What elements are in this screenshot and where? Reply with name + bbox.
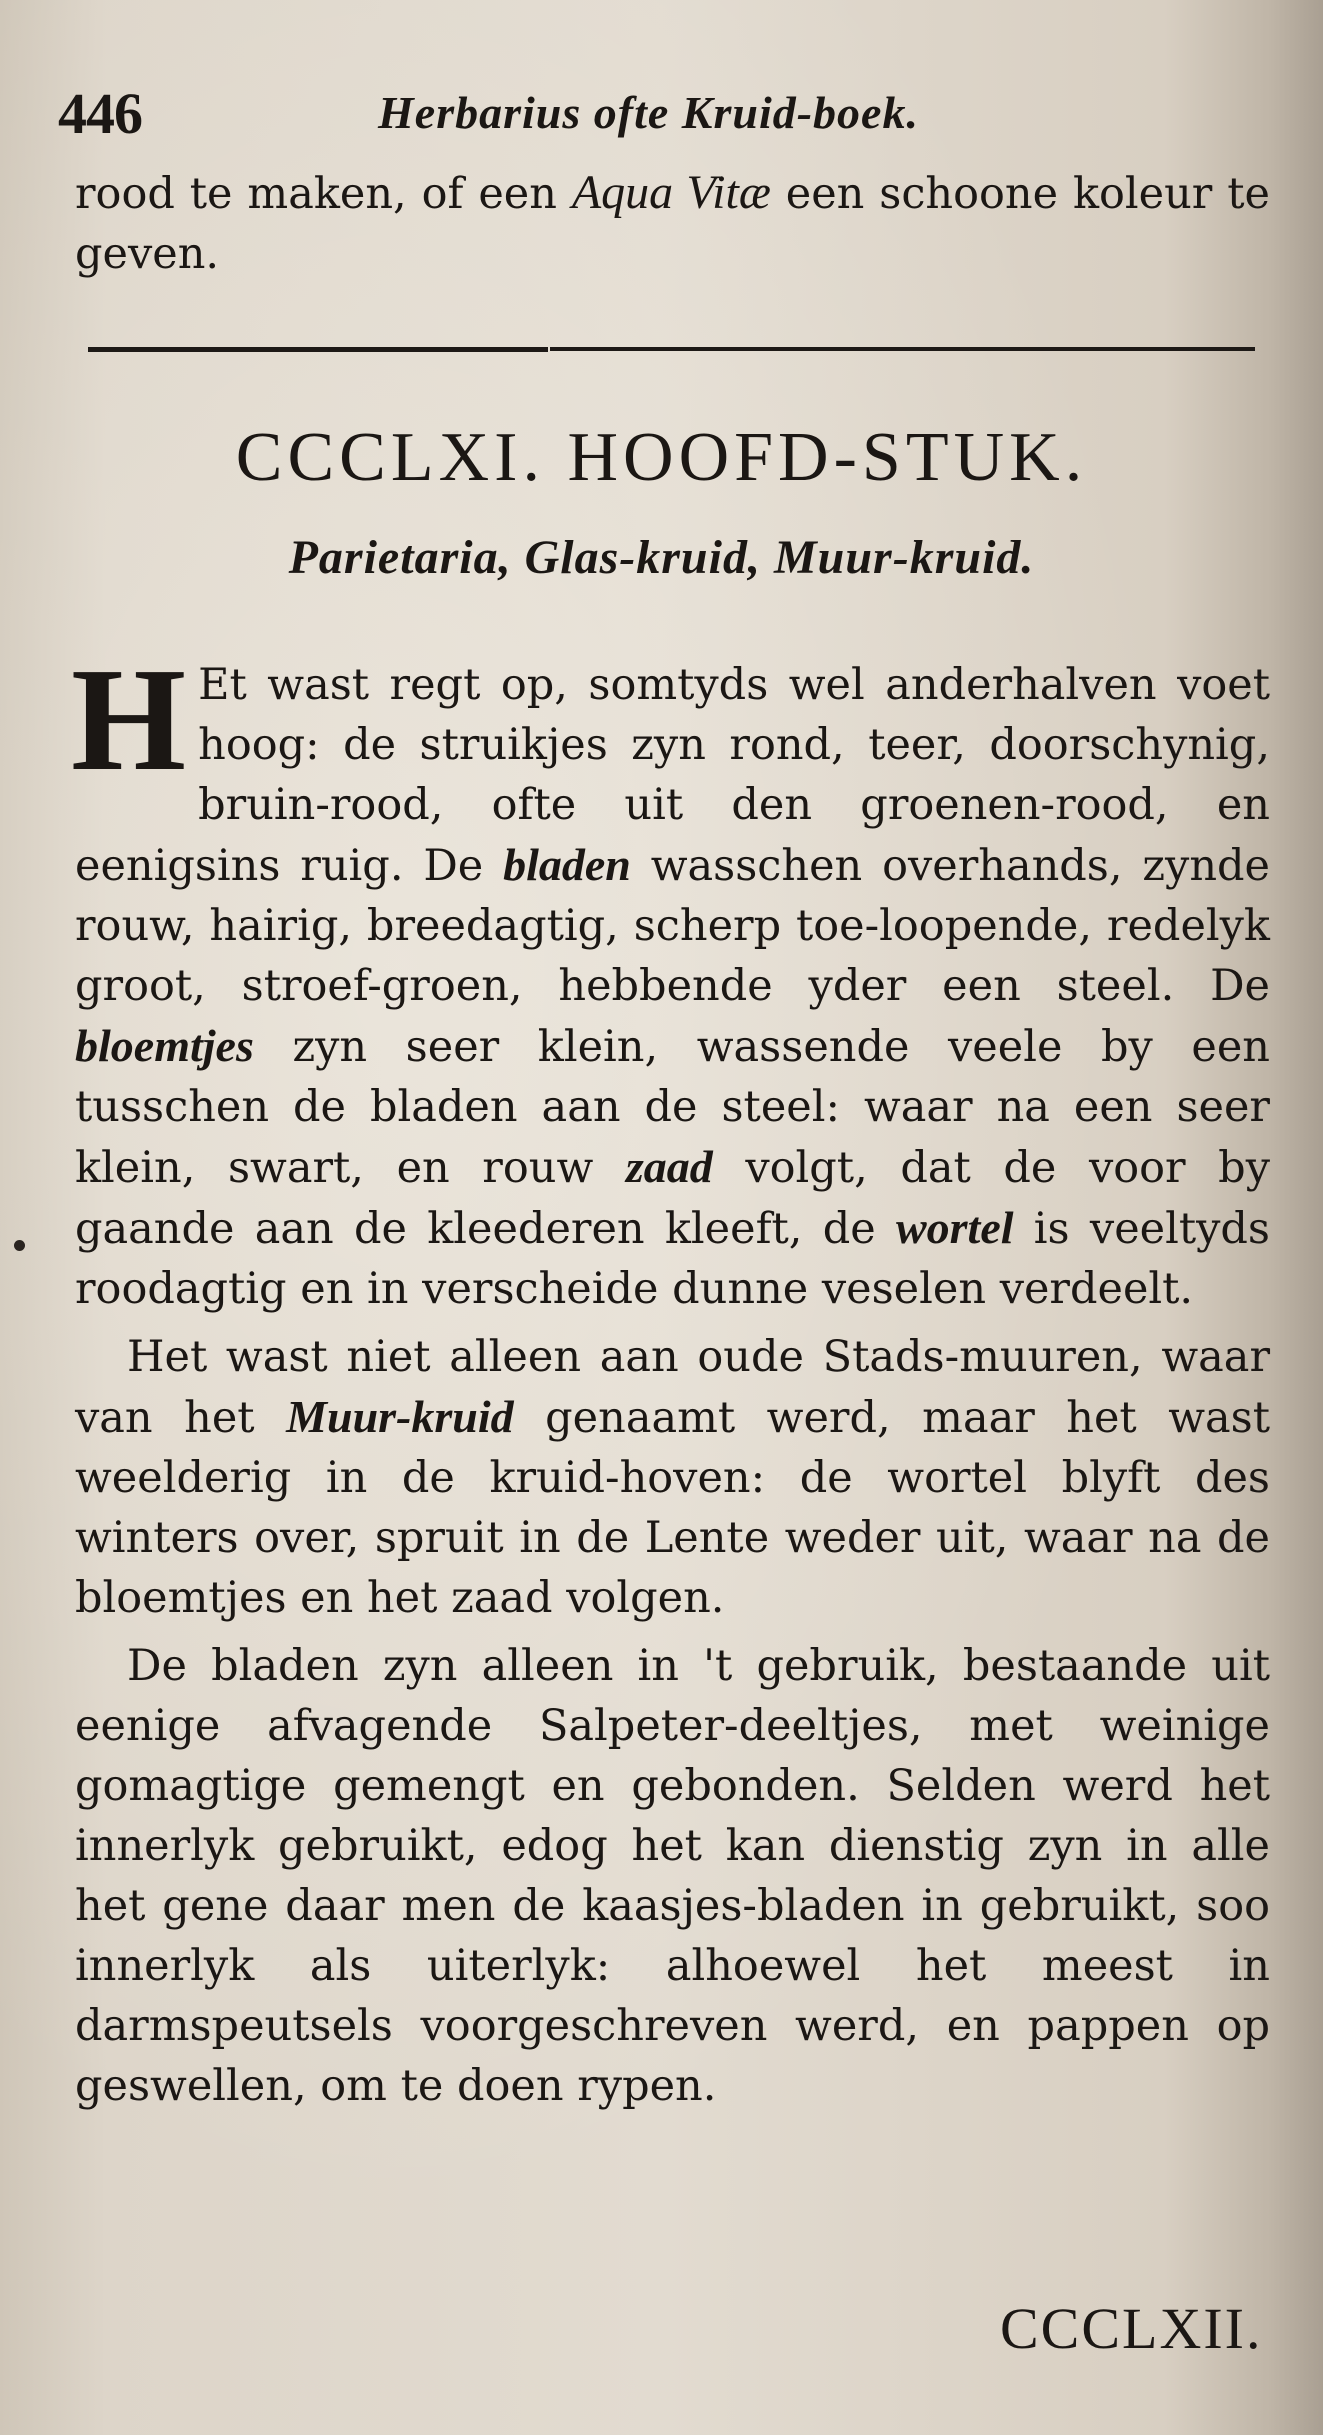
drop-cap: H (71, 638, 187, 802)
catchword: CCCLXII. (1000, 2296, 1263, 2361)
carryover-italic: Aqua Vitæ (571, 166, 771, 219)
page-number: 446 (58, 81, 142, 146)
running-title: Herbarius ofte Kruid-boek. (378, 87, 919, 138)
chapter-title: CCCLXI. HOOFD-STUK. (235, 419, 1088, 496)
section-divider-left (88, 347, 548, 352)
page-header (58, 80, 1038, 150)
chapter-body (71, 638, 1271, 2116)
chapter-subtitle: Parietaria, Glas-kruid, Muur-kruid. (288, 531, 1035, 584)
paragraph-habitat: Het wast niet alleen aan oude Stads-muuren, waar van het Muur-kruid genaamt werd, maar het wast weelderig in de kruid-hoven: de wortel blyft des winters over, spruit in de Lente weder uit, waar na de bloemtjes en het zaad volgen. (75, 1332, 1270, 1623)
ink-speck (14, 1240, 25, 1251)
paragraph-description: H Et wast regt op, somtyds wel anderhalven voet hoog: de struikjes zyn rond, teer, doorschynig, bruin-rood, ofte uit den groenen-rood, en eenigsins ruig. De bladen wasschen overhands, zynde rouw, hairig, breedagtig, scherp toe-loopende, redelyk groot, stroef-groen, hebbende yder een steel. De bloemtjes zyn seer klein, wassende veele by een tusschen de bladen aan de steel: waar na een seer klein, swart, en rouw zaad volgt, dat de voor by gaande aan de kleederen kleeft, de wortel is veeltyds roodagtig en in verscheide dunne veselen verdeelt. (71, 638, 1271, 1314)
paragraph-use: De bladen zyn alleen in 't gebruik, bestaande uit eenige afvagende Salpeter-deeltjes, met weinige gomagtige gemengt en gebonden. Selden werd het innerlyk gebruikt, edog het kan dienstig zyn in alle het gene daar men de kaasjes-bladen in gebruikt, soo innerlyk als uiterlyk: alhoewel het meest in darmspeutsels voorgeschreven werd, en pappen op geswellen, om te doen rypen. (75, 1641, 1270, 2111)
carryover-text: rood te maken, of een Aqua Vitæ een schoone koleur te geven. (75, 166, 1270, 279)
section-divider-right (550, 347, 1255, 351)
